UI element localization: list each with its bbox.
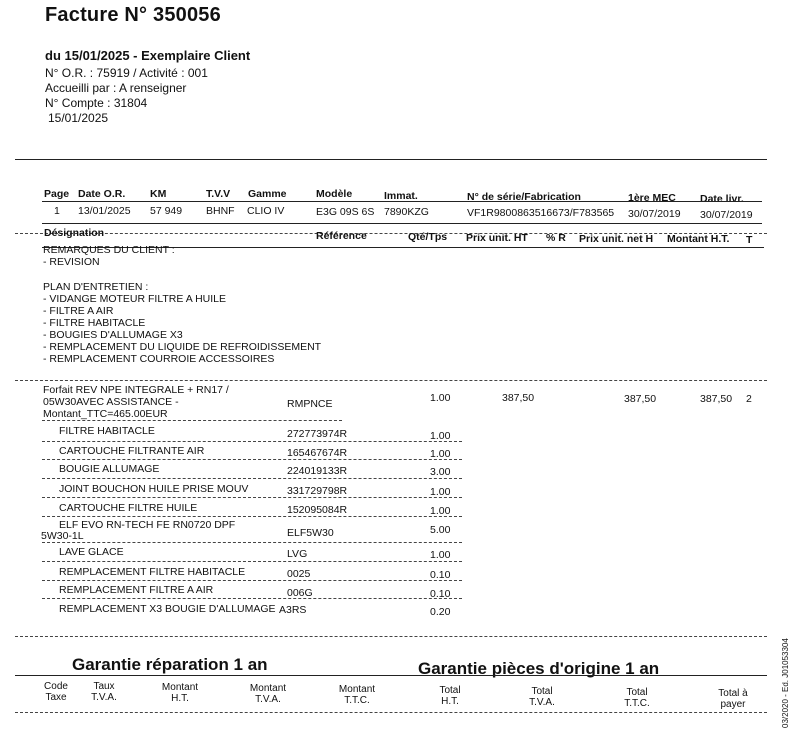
footer-montant-tva: Montant T.V.A. <box>249 683 287 705</box>
plan-item: - VIDANGE MOTEUR FILTRE A HUILE <box>43 293 227 305</box>
header-divider <box>15 159 767 160</box>
vehicle-header-serie: N° de série/Fabrication <box>467 191 581 203</box>
item-designation: CARTOUCHE FILTRANTE AIR <box>59 445 205 457</box>
item-qte: 1.00 <box>430 486 451 498</box>
vehicle-row-divider <box>42 223 762 224</box>
row-divider <box>42 561 462 562</box>
forfait-qte: 1.00 <box>430 392 451 404</box>
vehicle-header-modele: Modèle <box>316 188 353 200</box>
plan-item: - BOUGIES D'ALLUMAGE X3 <box>43 329 183 341</box>
vehicle-header-mec: 1ère MEC <box>628 192 676 204</box>
item-qte: 0.10 <box>430 569 451 581</box>
forfait-line: Forfait REV NPE INTEGRALE + RN17 / <box>43 384 229 396</box>
item-qte: 0.20 <box>430 606 451 618</box>
invoice-title: Facture N° 350056 <box>45 4 221 26</box>
item-designation: REMPLACEMENT FILTRE A AIR <box>59 584 214 596</box>
vehicle-header-gamme: Gamme <box>248 188 287 200</box>
guarantee-divider <box>15 675 767 676</box>
forfait-prix-ht: 387,50 <box>502 392 535 404</box>
col-t: T <box>746 234 753 246</box>
vehicle-header-date-livr: Date livr. <box>700 193 744 205</box>
plan-item: - FILTRE HABITACLE <box>43 317 146 329</box>
row-divider <box>42 598 462 599</box>
guarantee-repair: Garantie réparation 1 an <box>72 655 268 674</box>
footer-total-ttc: Total T.T.C. <box>624 687 650 709</box>
side-form-code: 03/2020 - Ed. J01053304 <box>781 638 790 728</box>
col-prix-ht: Prix unit. HT <box>466 232 528 244</box>
vehicle-header-immat: Immat. <box>384 190 418 202</box>
vehicle-serie: VF1R9800863516673/F783565 <box>467 207 615 219</box>
vehicle-header-page: Page <box>44 188 70 200</box>
forfait-line: Montant_TTC=465.00EUR <box>43 408 168 420</box>
plan-item: - REMPLACEMENT DU LIQUIDE DE REFROIDISSEMENT <box>43 341 322 353</box>
item-qte: 0.10 <box>430 588 451 600</box>
item-designation: REMPLACEMENT X3 BOUGIE D'ALLUMAGE <box>59 603 276 615</box>
vehicle-header-date-or: Date O.R. <box>78 188 126 200</box>
footer-montant-ttc: Montant T.T.C. <box>338 684 376 706</box>
row-divider <box>42 478 462 479</box>
remarques-title: REMARQUES DU CLIENT : <box>43 244 175 256</box>
vehicle-page: 1 <box>54 205 60 217</box>
item-ref: 272773974R <box>287 428 348 440</box>
compte-line: N° Compte : 31804 <box>45 96 148 110</box>
footer-divider <box>15 712 767 713</box>
vehicle-header-tvv: T.V.V <box>206 188 231 200</box>
item-ref: A3RS <box>279 604 307 616</box>
item-designation-cont: 5W30-1L <box>41 530 84 542</box>
invoice-subtitle: du 15/01/2025 - Exemplaire Client <box>45 48 251 63</box>
item-ref: 331729798R <box>287 485 348 497</box>
item-designation: ELF EVO RN-TECH FE RN0720 DPF <box>59 519 236 531</box>
table-top-divider <box>15 233 767 234</box>
vehicle-tvv: BHNF <box>206 205 235 217</box>
forfait-t: 2 <box>746 393 752 405</box>
row-divider <box>42 497 462 498</box>
vehicle-immat: 7890KZG <box>384 206 429 218</box>
footer-montant-ht: Montant H.T. <box>161 682 199 704</box>
footer-total-ht: Total H.T. <box>439 685 461 707</box>
vehicle-date-or: 13/01/2025 <box>78 205 131 217</box>
item-designation: JOINT BOUCHON HUILE PRISE MOUV <box>59 483 249 495</box>
forfait-line: 05W30AVEC ASSISTANCE - <box>43 396 179 408</box>
or-line: N° O.R. : 75919 / Activité : 001 <box>45 66 208 80</box>
vehicle-km: 57 949 <box>150 205 183 217</box>
forfait-divider <box>42 420 342 421</box>
vehicle-header-divider <box>42 201 762 202</box>
item-ref: 224019133R <box>287 465 348 477</box>
vehicle-header-km: KM <box>150 188 167 200</box>
footer-taux-tva: Taux T.V.A. <box>91 681 117 703</box>
vehicle-mec: 30/07/2019 <box>628 208 681 220</box>
col-qte: Qté/Tps <box>408 231 448 243</box>
row-divider <box>42 441 462 442</box>
item-ref: 152095084R <box>287 504 348 516</box>
accueilli-line: Accueilli par : A renseigner <box>45 81 187 95</box>
col-prix-net: Prix unit. net H <box>579 233 654 245</box>
item-designation: LAVE GLACE <box>59 546 124 558</box>
footer-total-tva: Total T.V.A. <box>529 686 555 708</box>
item-ref: 0025 <box>287 568 311 580</box>
item-qte: 3.00 <box>430 466 451 478</box>
vehicle-modele: E3G 09S 6S <box>316 206 375 218</box>
forfait-montant: 387,50 <box>700 393 733 405</box>
forfait-prix-net: 387,50 <box>624 393 657 405</box>
item-qte: 5.00 <box>430 524 451 536</box>
col-reference: Référence <box>316 230 367 242</box>
row-divider <box>42 580 462 581</box>
item-qte: 1.00 <box>430 430 451 442</box>
col-designation: Désignation <box>44 227 105 239</box>
vehicle-date-livr: 30/07/2019 <box>700 209 753 221</box>
items-bottom-divider <box>15 636 767 637</box>
forfait-ref: RMPNCE <box>287 398 333 410</box>
item-designation: CARTOUCHE FILTRE HUILE <box>59 502 198 514</box>
row-divider <box>42 459 462 460</box>
item-qte: 1.00 <box>430 505 451 517</box>
item-designation: FILTRE HABITACLE <box>59 425 155 437</box>
plan-divider <box>15 380 767 381</box>
item-designation: REMPLACEMENT FILTRE HABITACLE <box>59 566 246 578</box>
remarques-item: - REVISION <box>43 256 100 268</box>
item-ref: 165467674R <box>287 447 348 459</box>
vehicle-gamme: CLIO IV <box>247 205 285 217</box>
plan-title: PLAN D'ENTRETIEN : <box>43 281 149 293</box>
item-ref: LVG <box>287 548 308 560</box>
header-date: 15/01/2025 <box>48 111 109 125</box>
item-designation: BOUGIE ALLUMAGE <box>59 463 160 475</box>
footer-code-taxe: Code Taxe <box>44 681 68 703</box>
row-divider <box>42 542 462 543</box>
item-qte: 1.00 <box>430 549 451 561</box>
item-ref: ELF5W30 <box>287 527 334 539</box>
guarantee-parts: Garantie pièces d'origine 1 an <box>418 659 660 678</box>
col-pct-r: % R <box>546 232 566 244</box>
footer-total-payer: Total à payer <box>718 688 748 710</box>
item-qte: 1.00 <box>430 448 451 460</box>
row-divider <box>42 516 462 517</box>
col-montant: Montant H.T. <box>667 233 730 245</box>
plan-item: - REMPLACEMENT COURROIE ACCESSOIRES <box>43 353 275 365</box>
plan-item: - FILTRE A AIR <box>43 305 114 317</box>
item-ref: 006G <box>287 587 313 599</box>
